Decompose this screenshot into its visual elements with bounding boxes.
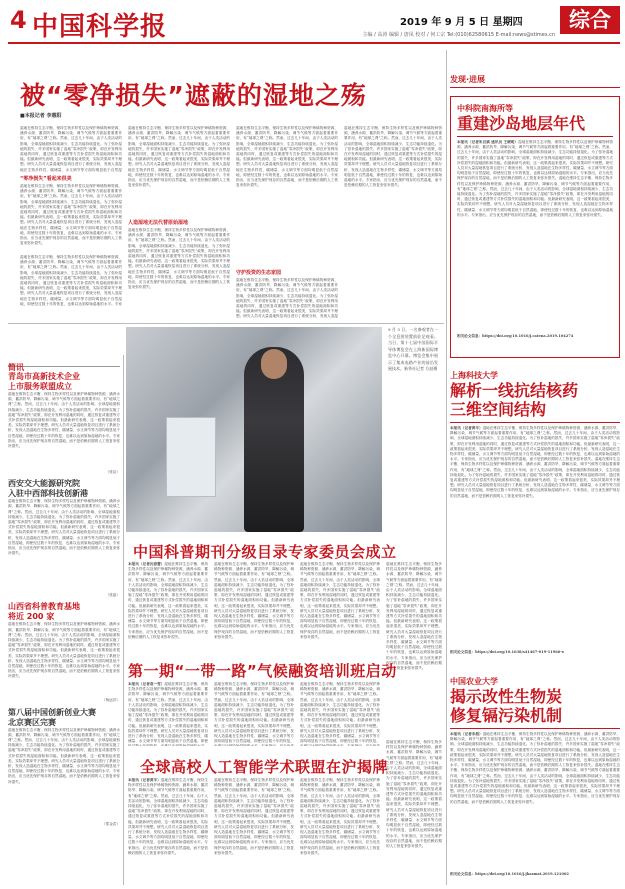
story3-col-1: 本报讯（记者黄辛）湿地在维持生态平衡、保持生物多样性以及保护珍稀物种资源、涵养水源、蓄洪防旱、降解污染、调节气候等方面起着重要作用，有“地球之肾”之称。然而，过去几十年间，由于人类活动的影响，全球湿地面积持续减少，生态功能持续退化。为了弥补湿地的损失，许多国家实施了湿地“零净损失”政策，即在开发利用湿地的同时，通过恢复或重建等方式补偿损失的湿地面积和功能。但最新研究表明，这一政策看起来很美，实际效果却并不理想。研究人员对大量湿地恢复项目进行了系统分析，发现人造湿地在生物多样性、碳储量、水文调节等方面均明显低于自然湿地，即使经过数十年的恢复，也难以达到原始湿地的水平。专家指出，应当优先保护现存的自然湿地，而不是依赖后期的人工恢复来弥补损失。 (128, 778, 208, 855)
section-label: 综合 (560, 6, 620, 34)
story2-col-3: 湿地在维持生态平衡、保持生物多样性以及保护珍稀物种资源、涵养水源、蓄洪防旱、降解污染、调节气候等方面起着重要作用，有“地球之肾”之称。然而，过去几十年间，由于人类活动的影响，全球湿地面积持续减少，生态功能持续退化。为了弥补湿地的损失，许多国家实施了湿地“零净损失”政策，即在开发利用湿地的同时，通过恢复或重建等方式补偿损失的湿地面积和功能。但最新研究表明，这一政策看起来很美，实际效果却并不理想。研究人员对大量湿地恢复项目进行了系统分析，发现人造湿地在生物多样性、碳储量、水文调节等方面均明显低于自然湿地，即使经过数十年的恢复， (300, 682, 380, 744)
story2-col-2: 湿地在维持生态平衡、保持生物多样性以及保护珍稀物种资源、涵养水源、蓄洪防旱、降解污染、调节气候等方面起着重要作用，有“地球之肾”之称。然而，过去几十年间，由于人类活动的影响，全球湿地面积持续减少，生态功能持续退化。为了弥补湿地的损失，许多国家实施了湿地“零净损失”政策，即在开发利用湿地的同时，通过恢复或重建等方式补偿损失的湿地面积和功能。但最新研究表明，这一政策看起来很美，实际效果却并不理想。研究人员对大量湿地恢复项目进行了系统分析，发现人造湿地在生物多样性、碳储量、水文调节等方面均明显低于自然湿地，即使经过数十年的恢复， (214, 682, 294, 744)
brief-title-1: 青岛市高新技术企业 上市服务联盟成立 (8, 372, 80, 391)
issue-date: 2019 年 9 月 5 日 星期四 (400, 17, 523, 28)
brief-title-2: 西安交大能源研究院 入驻中西部科技创新港 (8, 479, 88, 499)
research-ref-1: 相关论文信息：https://doi.org/10.1016/j.catena.2019.104274 (457, 334, 574, 338)
newspaper-logo: 中国科学报 (32, 12, 168, 42)
briefs-column: 青岛市高新技术企业 上市服务联盟成立 湿地在维持生态平衡、保持生物多样性以及保护珍稀物种资源、涵养水源、蓄洪防旱、降解污染、调节气候等方面起着重要作用，有“地球之肾”之称。然而，过去几十年间，由于人类活动的影响，全球湿地面积持续减少，生态功能持续退化。为了弥补湿地的损失，许多国家实施了湿地“零净损失”政策，即在开发利用湿地的同时，通过恢复或重建等方式补偿损失的湿地面积和功能。但最新研究表明，这一政策看起来很美，实际效果却并不理想。研究人员对大量湿地恢复项目进行了系统分析，发现人造湿地在生物多样性、碳储量、水文调节等方面均明显低于自然湿地，即使经过数十年的恢复，也难以达到原始湿地的水平。专家指出，应当优先保护现存的自然湿地，而不是依赖后期的人工恢复来弥补损失。 （张洁） 西安交大能源研究院 入驻中西部科技创新港 湿地在维持生态平衡、保持生物多样性以及保护珍稀物种资源、涵养水源、蓄洪防旱、降解污染、调节气候等方面起着重要作用，有“地球之肾”之称。然而，过去几十年间，由于人类活动的影响，全球湿地面积持续减少，生态功能持续退化。为了弥补湿地的损失，许多国家实施了湿地“零净损失”政策，即在开发利用湿地的同时，通过恢复或重建等方式补偿损失的湿地面积和功能。但最新研究表明，这一政策看起来很美，实际效果却并不理想。研究人员对大量湿地恢复项目进行了系统分析，发现人造湿地在生物多样性、碳储量、水文调节等方面均明显低于自然湿地，即使经过数十年的恢复，也难以达到原始湿地的水平。专家指出，应当优先保护现存的自然湿地，而不是依赖后期的人工恢复来弥补损失。 （张晶） 山西省科普教育基地 将近 200 家 湿地在维持生态平衡、保持生物多样性以及保护珍稀物种资源、涵养水源、蓄洪防旱、降解污染、调节气候等方面起着重要作用，有“地球之肾”之称。然而，过去几十年间，由于人类活动的影响，全球湿地面积持续减少，生态功能持续退化。为了弥补湿地的损失，许多国家实施了湿地“零净损失”政策，即在开发利用湿地的同时，通过恢复或重建等方式补偿损失的湿地面积和功能。但最新研究表明，这一政策看起来很美，实际效果却并不理想。研究人员对大量湿地恢复项目进行了系统分析，发现人造湿地在生物多样性、碳储量、水文调节等方面均明显低于自然湿地，即使经过数十年的恢复，也难以达到原始湿地的水平。专家指出，应当优先保护现存的自然湿地，而不是依赖后期的人工恢复来弥补损失。 （杨远洋） 第八届中国创新创业大赛 北京赛区完赛 湿地在维持生态平衡、保持生物多样性以及保护珍稀物种资源、涵养水源、蓄洪防旱、降解污染、调节气候等方面起着重要作用，有“地球之肾”之称。然而，过去几十年间，由于人类活动的影响，全球湿地面积持续减少，生态功能持续退化。为了弥补湿地的损失，许多国家实施了湿地“零净损失”政策，即在开发利用湿地的同时，通过恢复或重建等方式补偿损失的湿地面积和功能。但最新研究表明，这一政策看起来很美，实际效果却并不理想。研究人员对大量湿地恢复项目进行了系统分析，发现人造湿地在生物多样性、碳储量、水文调节等方面均明显低于自然湿地，即使经过数十年的恢复，也难以达到原始湿地的水平。专家指出，应当优先保护现存的自然湿地，而不是依赖后期的人工恢复来弥补损失。 （郑金武） (8, 372, 120, 826)
photo-hologram-device (166, 417, 216, 497)
masthead (0, 0, 625, 48)
research-title-3: 揭示改性生物炭 修复镉污染机制 (450, 687, 563, 725)
subhead-2: 人造湿地无法代替原始湿地 (128, 220, 189, 226)
divider (450, 422, 620, 423)
story-title-3: 全球高校人工智能学术联盟在沪揭牌 (140, 758, 389, 776)
story1-col-4: 湿地在维持生态平衡、保持生物多样性以及保护珍稀物种资源、涵养水源、蓄洪防旱、降解污染、调节气候等方面起着重要作用，有“地球之肾”之称。然而，过去几十年间，由于人类活动的影响，全球湿地面积持续减少，生态功能持续退化。为了弥补湿地的损失，许多国家实施了湿地“零净损失”政策，即在开发利用湿地的同时，通过恢复或重建等方式补偿损失的湿地面积和功能。但最新研究表明，这一政策看起来很美，实际效果却并不理想。研究人员对大量湿地恢复项目进行了系统分析，发现人造湿地在生物多样性、碳储量、水文调节等方面均明显低于自然湿地，即使经过数十年的恢复，也难以达到原始湿地的水平。专家指出，应当优先保护现存的自然湿地，而不是依赖后期的人工恢复来弥补损失。 (386, 562, 442, 671)
main-headline: 被“零净损失”遮蔽的湿地之殇 (20, 81, 367, 110)
story3-col-2: 湿地在维持生态平衡、保持生物多样性以及保护珍稀物种资源、涵养水源、蓄洪防旱、降解污染、调节气候等方面起着重要作用，有“地球之肾”之称。然而，过去几十年间，由于人类活动的影响，全球湿地面积持续减少，生态功能持续退化。为了弥补湿地的损失，许多国家实施了湿地“零净损失”政策，即在开发利用湿地的同时，通过恢复或重建等方式补偿损失的湿地面积和功能。但最新研究表明，这一政策看起来很美，实际效果却并不理想。研究人员对大量湿地恢复项目进行了系统分析，发现人造湿地在生物多样性、碳储量、水文调节等方面均明显低于自然湿地，即使经过数十年的恢复，也难以达到原始湿地的水平。专家指出，应当优先保护现存的自然湿地，而不是依赖后期的人工恢复来弥补损失。 (214, 778, 294, 855)
story2-col-1: 本报讯（记者袁一雪）湿地在维持生态平衡、保持生物多样性以及保护珍稀物种资源、涵养水源、蓄洪防旱、降解污染、调节气候等方面起着重要作用，有“地球之肾”之称。然而，过去几十年间，由于人类活动的影响，全球湿地面积持续减少，生态功能持续退化。为了弥补湿地的损失，许多国家实施了湿地“零净损失”政策，即在开发利用湿地的同时，通过恢复或重建等方式补偿损失的湿地面积和功能。但最新研究表明，这一政策看起来很美，实际效果却并不理想。研究人员对大量湿地恢复项目进行了系统分析，发现人造湿地在生物多样性、碳储量、水文调节等方面均明显低于自然湿地，即使 (128, 682, 208, 744)
research-title-1: 重建沙岛地层年代 (457, 114, 586, 133)
divider (450, 728, 620, 729)
divider (123, 355, 124, 885)
story-title-2: 第一期“一带一路”气候融资培训班启动 (128, 662, 397, 680)
brief-title-4: 第八届中国创新创业大赛 北京赛区完赛 (8, 707, 96, 727)
research-box-2: 上海科技大学 解析一线抗结核药 三维空间结构 本报讯（记者黄辛）湿地在维持生态平衡、保持生物多样性以及保护珍稀物种资源、涵养水源、蓄洪防旱、降解污染、调节气候等方面起着重要作用，有“地球之肾”之称。然而，过去几十年间，由于人类活动的影响，全球湿地面积持续减少，生态功能持续退化。为了弥补湿地的损失，许多国家实施了湿地“零净损失”政策，即在开发利用湿地的同时，通过恢复或重建等方式补偿损失的湿地面积和功能。但最新研究表明，这一政策看起来很美，实际效果却并不理想。研究人员对大量湿地恢复项目进行了系统分析，发现人造湿地在生物多样性、碳储量、水文调节等方面均明显低于自然湿地，即使经过数十年的恢复，也难以达到原始湿地的水平。专家指出，应当优先保护现存的自然湿地，而不是依赖后期的人工恢复来弥补损失。湿地在维持生态平衡、保持生物多样性以及保护珍稀物种资源、涵养水源、蓄洪防旱、降解污染、调节气候等方面起着重要作用，有“地球之肾”之称。然而，过去几十年间，由于人类活动的影响，全球湿地面积持续减少，生态功能持续退化。为了弥补湿地的损失，许多国家实施了湿地“零净损失”政策，即在开发利用湿地的同时，通过恢复或重建等方式补偿损失的湿地面积和功能。但最新研究表明，这一政策看起来很美，实际效果却并不理想。研究人员对大量湿地恢复项目进行了系统分析，发现人造湿地在生物多样性、碳储量、水文调节等方面均明显低于自然湿地，即使经过数十年的恢复，也难以达到原始湿地的水平。专家指出，应当优先保护现存的自然湿地，而不是依赖后期的人工恢复来弥补损失。 相关论文信息：https://doi.org/10.1038/s41467-019-11966-x (450, 371, 620, 654)
research-ref-3: 相关论文信息：https://doi.org/10.1016/j.jhazmat.2019.121002 (450, 872, 569, 876)
story1-col-3: 湿地在维持生态平衡、保持生物多样性以及保护珍稀物种资源、涵养水源、蓄洪防旱、降解污染、调节气候等方面起着重要作用，有“地球之肾”之称。然而，过去几十年间，由于人类活动的影响，全球湿地面积持续减少，生态功能持续退化。为了弥补湿地的损失，许多国家实施了湿地“零净损失”政策，即在开发利用湿地的同时，通过恢复或重建等方式补偿损失的湿地面积和功能。但最新研究表明，这一政策看起来很美，实际效果却并不理想。研究人员对大量湿地恢复项目进行了系统分析，发现人造湿地在生物多样性、碳储量、水文调节等方面均明显低于自然湿地，即使经过数十年的恢复，也难以达到原始湿地的水平。专家指出，应当优先保护现存的自然湿地，而不是依赖后期的人工恢复来弥补损失。 (300, 562, 380, 639)
news-photo (126, 327, 382, 532)
main-col-4: 湿地在维持生态平衡、保持生物多样性以及保护珍稀物种资源、涵养水源、蓄洪防旱、降解污染、调节气候等方面起着重要作用，有“地球之肾”之称。然而，过去几十年间，由于人类活动的影响，全球湿地面积持续减少，生态功能持续退化。为了弥补湿地的损失，许多国家实施了湿地“零净损失”政策，即在开发利用湿地的同时，通过恢复或重建等方式补偿损失的湿地面积和功能。但最新研究表明，这一政策看起来很美，实际效果却并不理想。研究人员对大量湿地恢复项目进行了系统分析，发现人造湿地在生物多样性、碳储量、水文调节等方面均明显低于自然湿地，即使经过数十年的恢复，也难以达到原始湿地的水平。专家指出，应当优先保护现存的自然湿地，而不是依赖后期的人工恢复来弥补损失。 (344, 126, 442, 188)
story1-col-1: 本报讯（记者沈春蕾）湿地在维持生态平衡、保持生物多样性以及保护珍稀物种资源、涵养水源、蓄洪防旱、降解污染、调节气候等方面起着重要作用，有“地球之肾”之称。然而，过去几十年间，由于人类活动的影响，全球湿地面积持续减少，生态功能持续退化。为了弥补湿地的损失，许多国家实施了湿地“零净损失”政策，即在开发利用湿地的同时，通过恢复或重建等方式补偿损失的湿地面积和功能。但最新研究表明，这一政策看起来很美，实际效果却并不理想。研究人员对大量湿地恢复项目进行了系统分析，发现人造湿地在生物多样性、碳储量、水文调节等方面均明显低于自然湿地，即使经过数十年的恢复，也难以达到原始湿地的水平。专家指出，应当优先保护现存的自然湿地，而不是依赖后期的人工恢复来弥补损失。 (128, 562, 209, 639)
story3-col-4: 湿地在维持生态平衡、保持生物多样性以及保护珍稀物种资源、涵养水源、蓄洪防旱、降解污染、调节气候等方面起着重要作用，有“地球之肾”之称。然而，过去几十年间，由于人类活动的影响，全球湿地面积持续减少，生态功能持续退化。为了弥补湿地的损失，许多国家实施了湿地“零净损失”政策，即在开发利用湿地的同时，通过恢复或重建等方式补偿损失的湿地面积和功能。但最新研究表明，这一政策看起来很美，实际效果却并不理想。研究人员对大量湿地恢复项目进行了系统分析，发现人造湿地在生物多样性、碳储量、水文调节等方面均明显低于自然湿地，即使经过数十年的恢复，也难以达到原始湿地的水平。专家指出，应当优先保护现存的自然湿地，而不是依赖后期的人工恢复来弥补损失。 (386, 740, 442, 849)
subhead-1: “零净损失”看起来很美 (20, 176, 72, 182)
research-box-1: 中科院南海所等 重建沙岛地层年代 本报讯（记者朱汉斌 通讯员 王晓明）湿地在维持生态平衡、保持生物多样性以及保护珍稀物种资源、涵养水源、蓄洪防旱、降解污染、调节气候等方面起着重要作用，有“地球之肾”之称。然而，过去几十年间，由于人类活动的影响，全球湿地面积持续减少，生态功能持续退化。为了弥补湿地的损失，许多国家实施了湿地“零净损失”政策，即在开发利用湿地的同时，通过恢复或重建等方式补偿损失的湿地面积和功能。但最新研究表明，这一政策看起来很美，实际效果却并不理想。研究人员对大量湿地恢复项目进行了系统分析，发现人造湿地在生物多样性、碳储量、水文调节等方面均明显低于自然湿地，即使经过数十年的恢复，也难以达到原始湿地的水平。专家指出，应当优先保护现存的自然湿地，而不是依赖后期的人工恢复来弥补损失。湿地在维持生态平衡、保持生物多样性以及保护珍稀物种资源、涵养水源、蓄洪防旱、降解污染、调节气候等方面起着重要作用，有“地球之肾”之称。然而，过去几十年间，由于人类活动的影响，全球湿地面积持续减少，生态功能持续退化。为了弥补湿地的损失，许多国家实施了湿地“零净损失”政策，即在开发利用湿地的同时，通过恢复或重建等方式补偿损失的湿地面积和功能。但最新研究表明，这一政策看起来很美，实际效果却并不理想。研究人员对大量湿地恢复项目进行了系统分析，发现人造湿地在生物多样性、碳储量、水文调节等方面均明显低于自然湿地，即使经过数十年的恢复，也难以达到原始湿地的水平。专家指出，应当优先保护现存的自然湿地，而不是依赖后期的人工恢复来弥补损失。 相关论文信息：https://doi.org/10.1016/j.catena.2019.104274 (450, 96, 620, 358)
research-org-3: 中国农业大学 (450, 677, 498, 686)
brief-title-3: 山西省科普教育基地 将近 200 家 (8, 602, 80, 622)
divider (446, 50, 447, 885)
photo-visitor-head (261, 349, 287, 379)
research-title-2: 解析一线抗结核药 三维空间结构 (450, 381, 579, 419)
subhead-3: 守护投资的生态家园 (236, 270, 282, 276)
research-ref-2: 相关论文信息：https://doi.org/10.1038/s41467-019-11966-x (450, 650, 564, 654)
briefs-label: 简讯 (8, 363, 24, 372)
main-byline: ■本报记者 李惠阳 (20, 113, 62, 119)
briefs-header (8, 355, 120, 372)
main-col-2: 湿地在维持生态平衡、保持生物多样性以及保护珍稀物种资源、涵养水源、蓄洪防旱、降解污染、调节气候等方面起着重要作用，有“地球之肾”之称。然而，过去几十年间，由于人类活动的影响，全球湿地面积持续减少，生态功能持续退化。为了弥补湿地的损失，许多国家实施了湿地“零净损失”政策，即在开发利用湿地的同时，通过恢复或重建等方式补偿损失的湿地面积和功能。但最新研究表明，这一政策看起来很美，实际效果却并不理想。研究人员对大量湿地恢复项目进行了系统分析，发现人造湿地在生物多样性、碳储量、水文调节等方面均明显低于自然湿地，即使经过数十年的恢复，也难以达到原始湿地的水平。专家指出，应当优先保护现存的自然湿地，而不是依赖后期的人工恢复来弥补损失。 人造湿地无法代替原始湿地 湿地在维持生态平衡、保持生物多样性以及保护珍稀物种资源、涵养水源、蓄洪防旱、降解污染、调节气候等方面起着重要作用，有“地球之肾”之称。然而，过去几十年间，由于人类活动的影响，全球湿地面积持续减少，生态功能持续退化。为了弥补湿地的损失，许多国家实施了湿地“零净损失”政策，即在开发利用湿地的同时，通过恢复或重建等方式补偿损失的湿地面积和功能。但最新研究表明，这一政策看起来很美，实际效果却并不理想。研究人员对大量湿地恢复项目进行了系统分析，发现人造湿地在生物多样性、碳储量、水文调节等方面均明显低于自然湿地，即使经过数十年的恢复，也难以达到原始湿地的水平。专家指出，应当优先保护现存的自然湿地，而不是依赖后期的人工恢复来弥补损失。 (128, 126, 230, 290)
photo-caption: 9 月 3 日，一名参观者在一个全息图装置前驻足观看。当日，第十七届中国国际半导体博览会在上海新国际博览中心开幕。博览会集中展示了集成电路产业的前沿发展技术。新华社记者 方喆摄 (388, 327, 438, 371)
research-box-3: 中国农业大学 揭示改性生物炭 修复镉污染机制 本报讯（记者李晨）湿地在维持生态平衡、保持生物多样性以及保护珍稀物种资源、涵养水源、蓄洪防旱、降解污染、调节气候等方面起着重要作用，有“地球之肾”之称。然而，过去几十年间，由于人类活动的影响，全球湿地面积持续减少，生态功能持续退化。为了弥补湿地的损失，许多国家实施了湿地“零净损失”政策，即在开发利用湿地的同时，通过恢复或重建等方式补偿损失的湿地面积和功能。但最新研究表明，这一政策看起来很美，实际效果却并不理想。研究人员对大量湿地恢复项目进行了系统分析，发现人造湿地在生物多样性、碳储量、水文调节等方面均明显低于自然湿地，即使经过数十年的恢复，也难以达到原始湿地的水平。专家指出，应当优先保护现存的自然湿地，而不是依赖后期的人工恢复来弥补损失。湿地在维持生态平衡、保持生物多样性以及保护珍稀物种资源、涵养水源、蓄洪防旱、降解污染、调节气候等方面起着重要作用，有“地球之肾”之称。然而，过去几十年间，由于人类活动的影响，全球湿地面积持续减少，生态功能持续退化。为了弥补湿地的损失，许多国家实施了湿地“零净损失”政策，即在开发利用湿地的同时，通过恢复或重建等方式补偿损失的湿地面积和功能。但最新研究表明，这一政策看起来很美，实际效果却并不理想。研究人员对大量湿地恢复项目进行了系统分析，发现人造湿地在生物多样性、碳储量、水文调节等方面均明显低于自然湿地，即使经过数十年的恢复，也难以达到原始湿地的水平。专家指出，应当优先保护现存的自然湿地，而不是依赖后期的人工恢复来弥补损失。 相关论文信息：https://doi.org/10.1016/j.jhazmat.2019.121002 (450, 677, 620, 876)
story1-col-2: 湿地在维持生态平衡、保持生物多样性以及保护珍稀物种资源、涵养水源、蓄洪防旱、降解污染、调节气候等方面起着重要作用，有“地球之肾”之称。然而，过去几十年间，由于人类活动的影响，全球湿地面积持续减少，生态功能持续退化。为了弥补湿地的损失，许多国家实施了湿地“零净损失”政策，即在开发利用湿地的同时，通过恢复或重建等方式补偿损失的湿地面积和功能。但最新研究表明，这一政策看起来很美，实际效果却并不理想。研究人员对大量湿地恢复项目进行了系统分析，发现人造湿地在生物多样性、碳储量、水文调节等方面均明显低于自然湿地，即使经过数十年的恢复，也难以达到原始湿地的水平。专家指出，应当优先保护现存的自然湿地，而不是依赖后期的人工恢复来弥补损失。 (214, 562, 294, 639)
main-col-3: 湿地在维持生态平衡、保持生物多样性以及保护珍稀物种资源、涵养水源、蓄洪防旱、降解污染、调节气候等方面起着重要作用，有“地球之肾”之称。然而，过去几十年间，由于人类活动的影响，全球湿地面积持续减少，生态功能持续退化。为了弥补湿地的损失，许多国家实施了湿地“零净损失”政策，即在开发利用湿地的同时，通过恢复或重建等方式补偿损失的湿地面积和功能。但最新研究表明，这一政策看起来很美，实际效果却并不理想。研究人员对大量湿地恢复项目进行了系统分析，发现人造湿地在生物多样性、碳储量、水文调节等方面均明显低于自然湿地，即使经过数十年的恢复，也难以达到原始湿地的水平。专家指出，应当优先保护现存的自然湿地，而不是依赖后期的人工恢复来弥补损失。 守护投资的生态家园 湿地在维持生态平衡、保持生物多样性以及保护珍稀物种资源、涵养水源、蓄洪防旱、降解污染、调节气候等方面起着重要作用，有“地球之肾”之称。然而，过去几十年间，由于人类活动的影响，全球湿地面积持续减少，生态功能持续退化。为了弥补湿地的损失，许多国家实施了湿地“零净损失”政策，即在开发利用湿地的同时，通过恢复或重建等方式补偿损失的湿地面积和功能。但最新研究表明，这一政策看起来很美，实际效果却并不理想。研究人员对大量湿地恢复项目进行了系统分析，发现人造湿 (236, 126, 338, 318)
main-col-1: 湿地在维持生态平衡、保持生物多样性以及保护珍稀物种资源、涵养水源、蓄洪防旱、降解污染、调节气候等方面起着重要作用，有“地球之肾”之称。然而，过去几十年间，由于人类活动的影响，全球湿地面积持续减少，生态功能持续退化。为了弥补湿地的损失，许多国家实施了湿地“零净损失”政策，即在开发利用湿地的同时，通过恢复或重建等方式补偿损失的湿地面积和功能。但最新研究表明，这一政策看起来很美，实际效果却并不理想。研究人员对大量湿地恢复项目进行了系统分析，发现人造湿地在生物多样性、碳储量、水文调节等方面均明显低于自然湿 “零净损失”看起来很美 湿地在维持生态平衡、保持生物多样性以及保护珍稀物种资源、涵养水源、蓄洪防旱、降解污染、调节气候等方面起着重要作用，有“地球之肾”之称。然而，过去几十年间，由于人类活动的影响，全球湿地面积持续减少，生态功能持续退化。为了弥补湿地的损失，许多国家实施了湿地“零净损失”政策，即在开发利用湿地的同时，通过恢复或重建等方式补偿损失的湿地面积和功能。但最新研究表明，这一政策看起来很美，实际效果却并不理想。研究人员对大量湿地恢复项目进行了系统分析，发现人造湿地在生物多样性、碳储量、水文调节等方面均明显低于自然湿地，即使经过数十年的恢复，也难以达到原始湿地的水平。专家指出，应当优先保护现存的自然湿地，而不是依赖后期的人工恢复来弥补损失。 湿地在维持生态平衡、保持生物多样性以及保护珍稀物种资源、涵养水源、蓄洪防旱、降解污染、调节气候等方面起着重要作用，有“地球之肾”之称。然而，过去几十年间，由于人类活动的影响，全球湿地面积持续减少，生态功能持续退化。为了弥补湿地的损失，许多国家实施了湿地“零净损失”政策，即在开发利用湿地的同时，通过恢复或重建等方式补偿损失的湿地面积和功能。但最新研究表明，这一政策看起来很美，实际效果却并不理想。研究人员对大量湿地恢复项目进行了系统分析，发现人造湿地在生物多样性、碳储量、水文调节等方面均明显低于自然湿地，即使经过数十年的恢复，也难以达到原始湿地的水平。专家 (20, 126, 122, 306)
editor-info: 主编 / 高涛 编辑 / 唐凤 校对 / 何工宗 Tel:(010)62580615 E-mail:news@stimes.cn (362, 32, 555, 38)
research-org-2: 上海科技大学 (450, 371, 498, 380)
header-rule (8, 42, 620, 44)
story-title-1: 中国科普期刊分级目录专家委员会成立 (133, 543, 397, 561)
story3-col-3: 湿地在维持生态平衡、保持生物多样性以及保护珍稀物种资源、涵养水源、蓄洪防旱、降解污染、调节气候等方面起着重要作用，有“地球之肾”之称。然而，过去几十年间，由于人类活动的影响，全球湿地面积持续减少，生态功能持续退化。为了弥补湿地的损失，许多国家实施了湿地“零净损失”政策，即在开发利用湿地的同时，通过恢复或重建等方式补偿损失的湿地面积和功能。但最新研究表明，这一政策看起来很美，实际效果却并不理想。研究人员对大量湿地恢复项目进行了系统分析，发现人造湿地在生物多样性、碳储量、水文调节等方面均明显低于自然湿地，即使经过数十年的恢复，也难以达到原始湿地的水平。专家指出，应当优先保护现存的自然湿地，而不是依赖后期的人工恢复来弥补损失。 (300, 778, 380, 855)
research-org-1: 中科院南海所等 (457, 104, 513, 113)
page-number: 4 (10, 6, 27, 34)
section-tag: 发现·进展 (450, 74, 620, 88)
divider (457, 136, 613, 137)
divider (8, 323, 444, 324)
